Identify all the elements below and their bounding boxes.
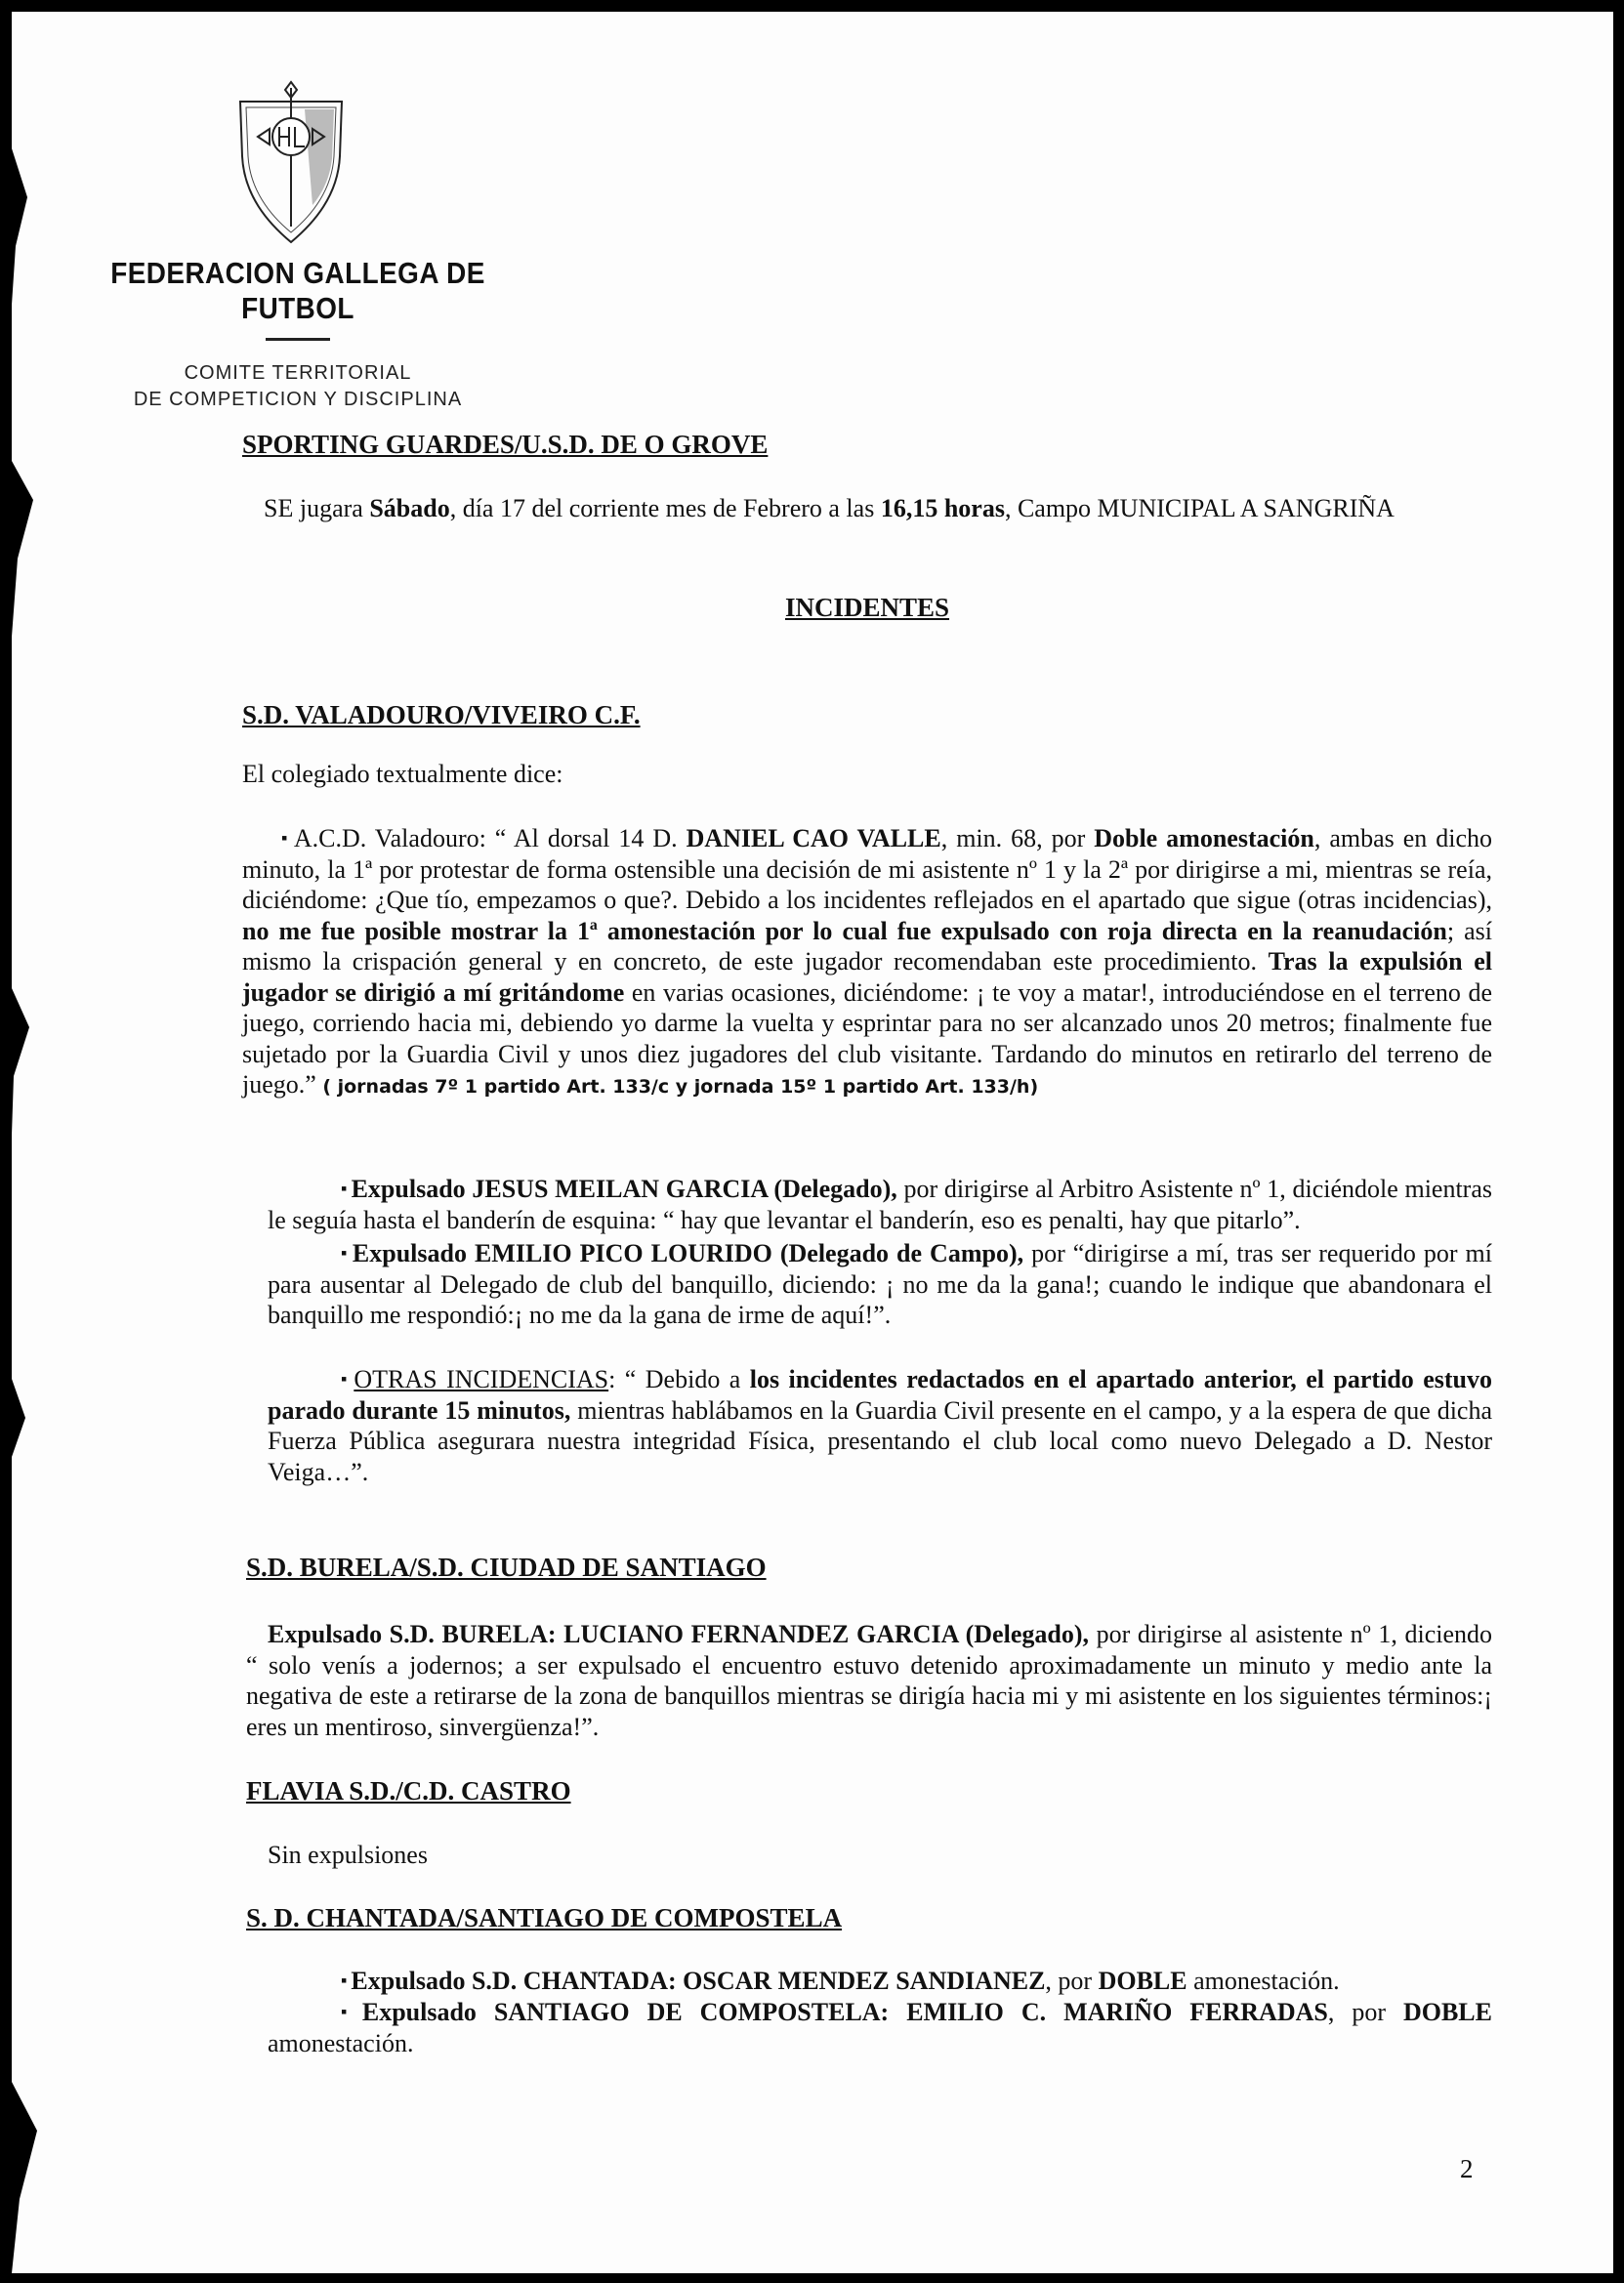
organization-header [78,256,518,413]
bullet-icon: ▪ [341,1369,351,1389]
expulsion-fernandez: Expulsado S.D. BURELA: LUCIANO FERNANDEZ GARCIA (Delegado), por dirigirse al asistente nº 1, diciendo “ solo venís a jodernos; a ser expulsado el encuentro estuvo detenido aproximadamente un minuto y medio ante la negativa de este a retirarse de la zona de banquillos mientras se dirigía hacia mi y mi asistente en los siguientes términos:¡ eres un mentiroso, sinvergüenza!”. [246,1620,1493,1741]
federation-crest-icon [236,80,346,246]
torn-edge [12,12,80,2273]
bullet-icon: ▪ [341,1971,348,1990]
bullet-icon: ▪ [281,828,290,848]
sanction-articles: ( jornadas 7º 1 partido Art. 133/c y jornada 15º 1 partido Art. 133/h) [322,1076,1039,1098]
incidentes-heading: INCIDENTES [784,593,950,622]
section-title-chantada: S. D. CHANTADA/SANTIAGO DE COMPOSTELA [246,1903,843,1932]
section-title-burela: S.D. BURELA/S.D. CIUDAD DE SANTIAGO [246,1553,767,1582]
expulsion-mendez: ▪ Expulsado S.D. CHANTADA: OSCAR MENDEZ SANDIANEZ, por DOBLE amonestación. [341,1967,1340,1995]
otras-incidencias-paragraph: ▪ OTRAS INCIDENCIAS: “ Debido a los incidentes redactados en el apartado anterior, el partido estuvo parado durante 15 minutos, mientras hablábamos en la Guardia Civil presente en el campo, y a la espera de que dicha Fuerza Pública asegurara nuestra integridad Física, presentando el club local como nuevo Delegado a D. Nestor Veiga…”. [268,1365,1492,1486]
organization-name: FEDERACION GALLEGA DE FUTBOL [110,256,485,325]
referee-intro: El colegiado textualmente dice: [242,760,563,788]
header-divider [266,338,330,341]
document-page [12,12,1613,2273]
bullet-icon: ▪ [341,2002,358,2021]
committee-name-line-1: COMITE TERRITORIAL [184,362,412,384]
bullet-icon: ▪ [341,1243,349,1263]
no-expulsions-text: Sin expulsiones [268,1841,428,1869]
committee-name-line-2: DE COMPETICION Y DISCIPLINA [133,389,463,410]
section-title-valadouro-viveiro: S.D. VALADOURO/VIVEIRO C.F. [242,700,641,729]
expulsion-marino: ▪ Expulsado SANTIAGO DE COMPOSTELA: EMILIO C. MARIÑO FERRADAS, por DOBLE amonestación. [268,1998,1492,2057]
report-paragraph-valadouro: ▪ A.C.D. Valadouro: “ Al dorsal 14 D. DANIEL CAO VALLE, min. 68, por Doble amonestación, ambas en dicho minuto, la 1ª por protestar de forma ostensible una decisión de mi asistente nº 1 y la 2ª por dirigirse a mi, mientras se reía, diciéndome: ¿Que tío, empezamos o que?. Debido a los incidentes reflejados en el apartado que sigue (otras incidencias), no me fue posible mostrar la 1ª amonestación por lo cual fue expulsado con roja directa en la reanudación; así mismo la crispación general y en concreto, de este jugador recomendaban este procedimiento. Tras la expulsión el jugador se dirigió a mí gritándome en varias ocasiones, diciéndome: ¡ te voy a matar!, introduciéndose en el terreno de juego, corriendo hacia mi, debiendo yo darme la vuelta y esprintar para no ser alcanzado unos 20 metros; finalmente fue sujetado por la Guardia Civil y unos diez jugadores del club visitante. Tardando do minutos en retirarlo del terreno de juego.” ( jornadas 7º 1 partido Art. 133/c y jornada 15º 1 partido Art. 133/h) [242,824,1493,1099]
expulsion-meilan: ▪ Expulsado JESUS MEILAN GARCIA (Delegado), por dirigirse al Arbitro Asistente nº 1, diciéndole mientras le seguía hasta el banderín de esquina: “ hay que levantar el banderín, eso es penalti, hay que pitarlo”. [268,1175,1492,1234]
section-title-flavia-castro: FLAVIA S.D./C.D. CASTRO [246,1776,571,1806]
bullet-icon: ▪ [341,1179,348,1198]
expulsion-pico: ▪ Expulsado EMILIO PICO LOURIDO (Delegado de Campo), por “dirigirse a mí, tras ser requerido por mí para ausentar al Delegado de club del banquillo, diciendo: ¡ no me da la gana!; cuando le indique que abandonara el banquillo me respondió:¡ no me da la gana de irme de aquí!”. [268,1239,1492,1329]
page-number: 2 [1460,2154,1474,2183]
match-schedule-paragraph: SE jugara Sábado, día 17 del corriente mes de Febrero a las 16,15 horas, Campo MUNICIPAL A SANGRIÑA [264,494,1395,522]
section-title-sporting-guardes: SPORTING GUARDES/U.S.D. DE O GROVE [242,430,769,459]
